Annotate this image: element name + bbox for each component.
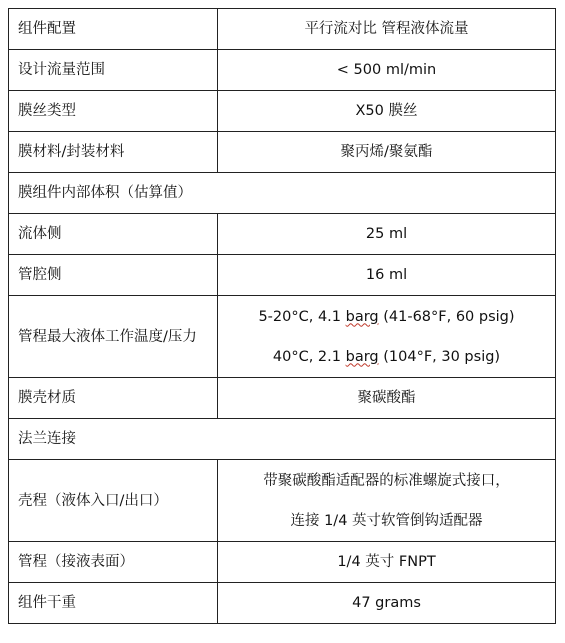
row-label: 组件配置	[9, 9, 218, 50]
row-value: 聚丙烯/聚氨酯	[218, 132, 556, 173]
value-line-2: 连接 1/4 英寸软管倒钩适配器	[290, 512, 483, 529]
section-row	[9, 419, 556, 460]
row-label: 膜壳材质	[9, 378, 218, 419]
row-label: 组件干重	[9, 583, 218, 624]
table-row	[9, 9, 556, 50]
row-value: 47 grams	[218, 583, 556, 624]
row-value: 25 ml	[218, 214, 556, 255]
row-label: 管程最大液体工作温度/压力	[9, 296, 218, 378]
row-value-multiline	[218, 296, 556, 378]
table-row	[9, 214, 556, 255]
row-label: 膜材料/封装材料	[9, 132, 218, 173]
spellcheck-underlined-word: barg	[345, 308, 379, 325]
table-row	[9, 255, 556, 296]
spec-table-container	[8, 8, 556, 624]
row-value-multiline	[218, 460, 556, 542]
row-value: 聚碳酸酯	[218, 378, 556, 419]
row-label: 管腔侧	[9, 255, 218, 296]
row-label: 流体侧	[9, 214, 218, 255]
value-line-1: 带聚碳酸酯适配器的标准螺旋式接口，	[263, 472, 510, 489]
table-row	[9, 583, 556, 624]
table-row	[9, 460, 556, 542]
value-text: (41-68°F, 60 psig)	[378, 308, 515, 325]
row-value: 16 ml	[218, 255, 556, 296]
spellcheck-underlined-word: barg	[345, 348, 379, 365]
row-value: 平行流对比 管程液体流量	[218, 9, 556, 50]
table-row	[9, 91, 556, 132]
table-row	[9, 50, 556, 91]
value-text: 5-20°C, 4.1	[258, 308, 346, 325]
row-label: 管程（接液表面）	[9, 542, 218, 583]
value-line-2	[218, 347, 555, 367]
section-row	[9, 173, 556, 214]
section-heading: 膜组件内部体积（估算值）	[9, 173, 556, 214]
value-text: 40°C, 2.1	[272, 348, 346, 365]
table-row	[9, 378, 556, 419]
row-label: 壳程（液体入口/出口）	[9, 460, 218, 542]
table-row	[9, 542, 556, 583]
row-label: 膜丝类型	[9, 91, 218, 132]
value-text: (104°F, 30 psig)	[378, 348, 501, 365]
row-label: 设计流量范围	[9, 50, 218, 91]
table-row	[9, 296, 556, 378]
value-line-1	[218, 307, 555, 327]
row-value: X50 膜丝	[218, 91, 556, 132]
row-value: 1/4 英寸 FNPT	[218, 542, 556, 583]
row-value: < 500 ml/min	[218, 50, 556, 91]
table-row	[9, 132, 556, 173]
section-heading: 法兰连接	[9, 419, 556, 460]
spec-table	[8, 8, 556, 624]
